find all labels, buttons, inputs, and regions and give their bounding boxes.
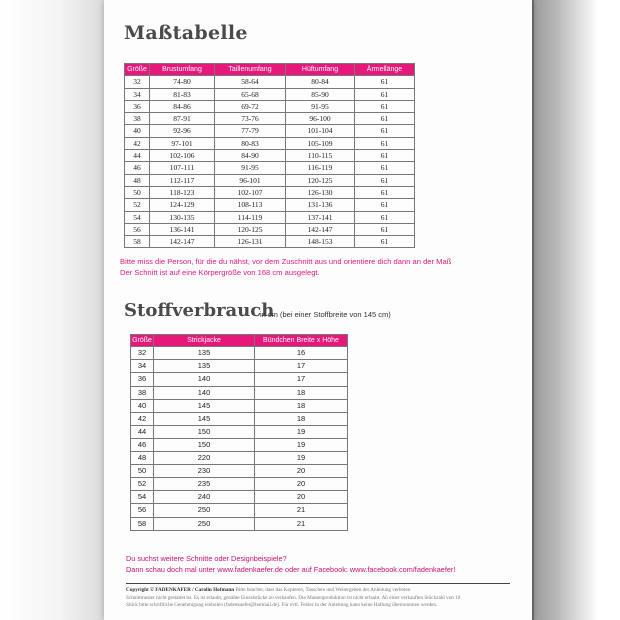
table-cell: 34: [125, 88, 150, 100]
background-left: [0, 0, 108, 620]
table-cell: 40: [131, 399, 154, 412]
copyright-text-1: Bitte beachte, dass das Kopieren, Tauschen und Weitergeben der Anleitung verboten: [235, 587, 411, 593]
table-cell: 36: [131, 373, 154, 386]
document-page: [104, 0, 532, 620]
header-hip: Hüftumfang: [286, 64, 355, 76]
size-table-row: [125, 150, 415, 162]
table-cell: 250: [154, 517, 255, 530]
table-cell: 80-83: [215, 137, 286, 149]
promo-line-1: Du suchst weitere Schnitte oder Designbeispiele?: [126, 554, 287, 563]
table-cell: 34: [131, 360, 154, 373]
background-right: [534, 0, 620, 620]
table-cell: 140: [154, 373, 255, 386]
size-table-row: [125, 211, 415, 223]
table-cell: 81-83: [150, 88, 215, 100]
table-cell: 18: [255, 399, 348, 412]
fabric-table-row: [131, 438, 348, 451]
header-waist: Taillenumfang: [215, 64, 286, 76]
table-cell: 61: [355, 125, 415, 137]
size-table-header: [125, 64, 415, 76]
size-table-row: [125, 223, 415, 235]
table-cell: 54: [131, 491, 154, 504]
size-table-row: [125, 125, 415, 137]
fabric-table-row: [131, 360, 348, 373]
table-cell: 61: [355, 113, 415, 125]
header-size: Größe: [125, 64, 150, 76]
table-cell: 73-76: [215, 113, 286, 125]
table-cell: 140: [154, 386, 255, 399]
table-cell: 145: [154, 412, 255, 425]
table-cell: 61: [355, 199, 415, 211]
table-cell: 19: [255, 425, 348, 438]
table-cell: 61: [355, 137, 415, 149]
table-cell: 96-100: [286, 113, 355, 125]
table-cell: 21: [255, 517, 348, 530]
table-cell: 92-96: [150, 125, 215, 137]
table-cell: 142-147: [150, 236, 215, 248]
table-cell: 142-147: [286, 223, 355, 235]
table-cell: 120-125: [215, 223, 286, 235]
table-cell: 84-90: [215, 150, 286, 162]
copyright-footer: [126, 587, 526, 610]
table-cell: 126-131: [215, 236, 286, 248]
table-cell: 52: [125, 199, 150, 211]
copyright-line-3: Stück bitte schriftliche Genehmigung einholen (fadenkaefer@hotmail.de). Für evtl. Fehler in der Anleitung kann keine Haftung übernommen werden.: [126, 602, 438, 608]
table-cell: 250: [154, 504, 255, 517]
fabric-table-header: [131, 335, 348, 347]
size-table-row: [125, 186, 415, 198]
size-table-row: [125, 236, 415, 248]
table-cell: 18: [255, 386, 348, 399]
copyright-line-2: Schnittmuster nicht gestattet ist. Es ist erlaubt, genähte Einzelstücke zu verkaufen. Die Massenproduktion ist nicht erlaubt. Ab einer verkauften Stückzahl von 10: [126, 594, 461, 601]
table-cell: 135: [154, 360, 255, 373]
footer-divider: [126, 583, 510, 584]
copyright-holder: Copyright © FADENKÄFER / Carolin Hofmann: [126, 587, 235, 593]
size-table-row: [125, 88, 415, 100]
section-title-fabric: Stoffverbrauch: [124, 300, 275, 321]
table-cell: 61: [355, 211, 415, 223]
table-cell: 87-91: [150, 113, 215, 125]
table-cell: 120-125: [286, 174, 355, 186]
table-cell: 85-90: [286, 88, 355, 100]
measurement-note: [120, 256, 540, 278]
table-cell: 61: [355, 100, 415, 112]
table-cell: 105-109: [286, 137, 355, 149]
table-cell: 91-95: [286, 100, 355, 112]
table-cell: 220: [154, 452, 255, 465]
table-cell: 52: [131, 478, 154, 491]
table-cell: 58: [131, 517, 154, 530]
table-cell: 58: [125, 236, 150, 248]
table-cell: 101-104: [286, 125, 355, 137]
table-cell: 91-95: [215, 162, 286, 174]
table-cell: 148-153: [286, 236, 355, 248]
fabric-table-row: [131, 491, 348, 504]
table-cell: 131-136: [286, 199, 355, 211]
table-cell: 124-129: [150, 199, 215, 211]
table-cell: 46: [131, 438, 154, 451]
header-cuff: Bündchen Breite x Höhe: [255, 335, 348, 347]
table-cell: 18: [255, 412, 348, 425]
header-sleeve: Ärmellänge: [355, 64, 415, 76]
copyright-line-1: [126, 587, 526, 595]
table-cell: 114-119: [215, 211, 286, 223]
size-table-row: [125, 76, 415, 88]
table-cell: 61: [355, 174, 415, 186]
table-cell: 65-68: [215, 88, 286, 100]
table-cell: 32: [131, 347, 154, 360]
fabric-table-row: [131, 386, 348, 399]
fabric-table-row: [131, 478, 348, 491]
table-cell: 240: [154, 491, 255, 504]
fabric-table-row: [131, 425, 348, 438]
table-cell: 58-64: [215, 76, 286, 88]
table-cell: 20: [255, 465, 348, 478]
table-cell: 20: [255, 478, 348, 491]
table-cell: 74-80: [150, 76, 215, 88]
size-table: [124, 63, 415, 248]
table-cell: 130-135: [150, 211, 215, 223]
table-cell: 21: [255, 504, 348, 517]
table-cell: 230: [154, 465, 255, 478]
fabric-table-row: [131, 399, 348, 412]
size-table-row: [125, 113, 415, 125]
section-subtitle-fabric: in cm (bei einer Stoffbreite von 145 cm): [260, 310, 391, 319]
table-cell: 20: [255, 491, 348, 504]
promo-line-2: Dann schau doch mal unter www.fadenkaefer.de oder auf Facebook: www.facebook.com/fadenkaefer!: [126, 564, 456, 574]
header-chest: Brustumfang: [150, 64, 215, 76]
table-cell: 38: [125, 113, 150, 125]
table-cell: 118-123: [150, 186, 215, 198]
table-cell: 44: [131, 425, 154, 438]
page-title: Maßtabelle: [124, 22, 248, 44]
table-cell: 61: [355, 88, 415, 100]
note-line-2: Der Schnitt ist auf eine Körpergröße von 168 cm ausgelegt.: [120, 268, 320, 277]
fabric-table: [130, 334, 348, 531]
table-cell: 235: [154, 478, 255, 491]
table-cell: 16: [255, 347, 348, 360]
table-cell: 84-86: [150, 100, 215, 112]
fabric-table-row: [131, 452, 348, 465]
table-cell: 136-141: [150, 223, 215, 235]
table-cell: 42: [131, 412, 154, 425]
fabric-table-row: [131, 412, 348, 425]
table-cell: 46: [125, 162, 150, 174]
fabric-table-row: [131, 517, 348, 530]
table-cell: 116-119: [286, 162, 355, 174]
size-table-row: [125, 100, 415, 112]
table-cell: 102-106: [150, 150, 215, 162]
fabric-table-row: [131, 347, 348, 360]
table-cell: 40: [125, 125, 150, 137]
note-line-1: Bitte miss die Person, für die du nähst, vor dem Zuschnitt aus und orientiere dich dann an der Maß: [120, 257, 452, 266]
table-cell: 97-101: [150, 137, 215, 149]
table-cell: 32: [125, 76, 150, 88]
fabric-table-row: [131, 373, 348, 386]
table-cell: 50: [131, 465, 154, 478]
table-cell: 42: [125, 137, 150, 149]
table-cell: 150: [154, 438, 255, 451]
table-cell: 69-72: [215, 100, 286, 112]
table-cell: 38: [131, 386, 154, 399]
table-cell: 36: [125, 100, 150, 112]
table-cell: 145: [154, 399, 255, 412]
table-cell: 19: [255, 452, 348, 465]
table-cell: 19: [255, 438, 348, 451]
size-table-row: [125, 199, 415, 211]
table-cell: 112-117: [150, 174, 215, 186]
table-cell: 17: [255, 360, 348, 373]
table-cell: 48: [125, 174, 150, 186]
table-cell: 135: [154, 347, 255, 360]
table-cell: 110-115: [286, 150, 355, 162]
table-cell: 61: [355, 223, 415, 235]
table-cell: 61: [355, 186, 415, 198]
size-table-row: [125, 162, 415, 174]
table-cell: 48: [131, 452, 154, 465]
table-cell: 137-141: [286, 211, 355, 223]
table-cell: 61: [355, 76, 415, 88]
table-cell: 107-111: [150, 162, 215, 174]
table-cell: 102-107: [215, 186, 286, 198]
table-cell: 56: [131, 504, 154, 517]
size-table-row: [125, 137, 415, 149]
table-cell: 77-79: [215, 125, 286, 137]
table-cell: 96-101: [215, 174, 286, 186]
fabric-table-row: [131, 504, 348, 517]
table-cell: 61: [355, 162, 415, 174]
table-cell: 61: [355, 150, 415, 162]
table-cell: 108-113: [215, 199, 286, 211]
table-cell: 54: [125, 211, 150, 223]
promo-text: [126, 554, 526, 575]
fabric-table-row: [131, 465, 348, 478]
table-cell: 150: [154, 425, 255, 438]
size-table-row: [125, 174, 415, 186]
header-cardigan: Strickjacke: [154, 335, 255, 347]
table-cell: 80-84: [286, 76, 355, 88]
table-cell: 126-130: [286, 186, 355, 198]
header-size: Größe: [131, 335, 154, 347]
table-cell: 17: [255, 373, 348, 386]
table-cell: 50: [125, 186, 150, 198]
table-cell: 61: [355, 236, 415, 248]
table-cell: 56: [125, 223, 150, 235]
table-cell: 44: [125, 150, 150, 162]
